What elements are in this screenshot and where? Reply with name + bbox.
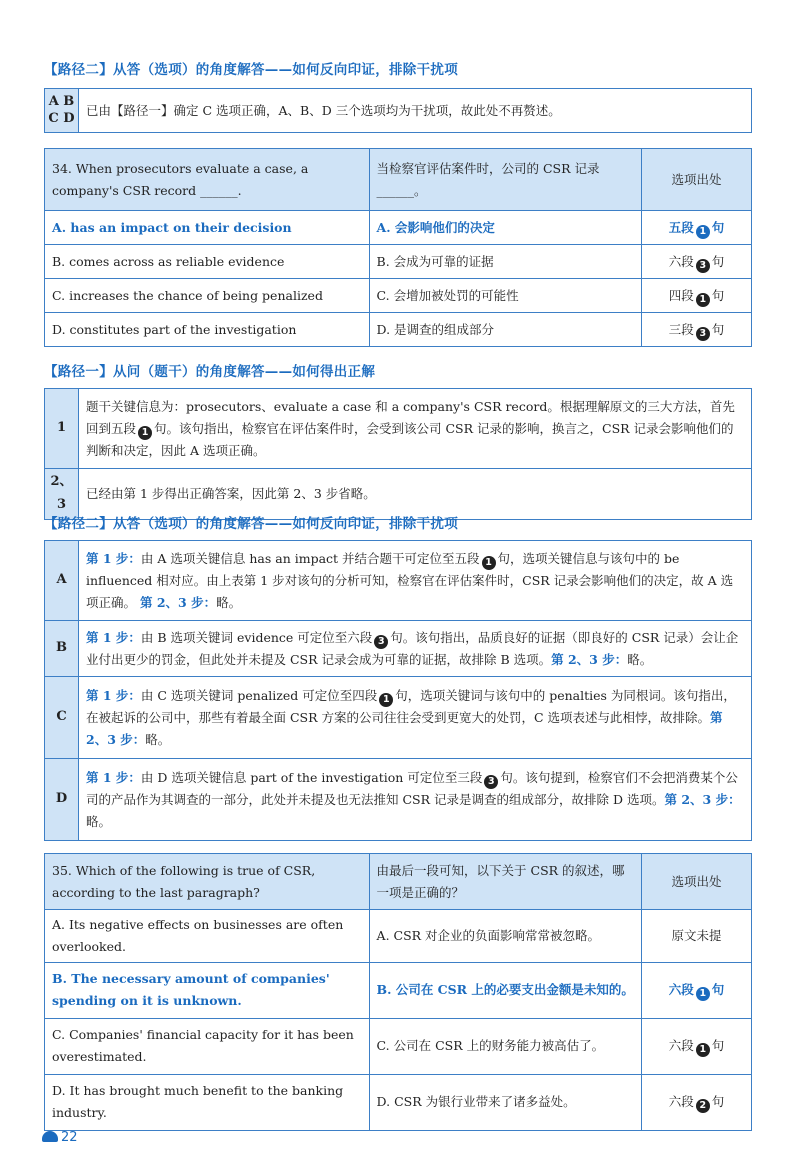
- section-title-path1-q34: 【路径一】从问（题干）的角度解答——如何得出正解: [44, 364, 376, 380]
- path2-row-c-text: [79, 677, 752, 759]
- step-tag-2-3: 2、3: [45, 469, 79, 520]
- q35-table: [44, 853, 752, 1131]
- q34-question-cn: 当检察官评估案件时，公司的 CSR 记录______。: [369, 149, 642, 211]
- row-a-part2: 句，选项关键信息与该句中的 be influenced 相对应。由上表第 1 步对该句的分析可知，检察官在评估案件时，CSR 记录会影响他们的决定，故 A 选项正确。: [86, 550, 734, 610]
- q34-option-a: [45, 211, 752, 245]
- step23-label: 第 2、3 步：: [86, 709, 723, 747]
- circled-number-icon: 3: [696, 259, 710, 273]
- q35-option-c-cn: C. 公司在 CSR 上的财务能力被高估了。: [369, 1018, 642, 1074]
- step23-label: 第 2、3 步：: [140, 594, 217, 610]
- path2-row-c: [45, 677, 752, 759]
- q34-option-b-cn: B. 会成为可靠的证据: [369, 245, 642, 279]
- q34-option-b-en: B. comes across as reliable evidence: [45, 245, 370, 279]
- loc-suffix: 句: [711, 1038, 725, 1054]
- q35-source-header: 选项出处: [642, 854, 752, 910]
- q35-option-a-loc: 原文未提: [642, 910, 752, 963]
- step23-label: 第 2、3 步：: [551, 651, 628, 667]
- q35-option-a-en: A. Its negative effects on businesses are often overlooked.: [45, 910, 370, 963]
- path2-row-a-text: [79, 541, 752, 621]
- path1-step1-part2: 句。该句指出，检察官在评估案件时，会受到该公司 CSR 记录的影响，换言之，CSR 记录会影响他们的判断和决定，因此 A 选项正确。: [86, 420, 734, 458]
- q35-option-b: [45, 962, 752, 1018]
- page-footer: [42, 1130, 78, 1145]
- q35-option-d-en: D. It has brought much benefit to the banking industry.: [45, 1074, 370, 1130]
- q35-option-b-cn: B. 公司在 CSR 上的必要支出金额是未知的。: [369, 962, 642, 1018]
- q34-option-b: [45, 245, 752, 279]
- option-tag-abcd: [45, 89, 79, 133]
- loc-para: 六段: [668, 253, 694, 269]
- circled-number-icon: 1: [696, 1043, 710, 1057]
- q35-option-a-cn: A. CSR 对企业的负面影响常常被忽略。: [369, 910, 642, 963]
- q35-option-c: [45, 1018, 752, 1074]
- q34-option-d-en: D. constitutes part of the investigation: [45, 313, 370, 347]
- page-number: 22: [61, 1130, 78, 1145]
- loc-para: 四段: [668, 287, 694, 303]
- path2-row-b-text: [79, 621, 752, 677]
- row-c-part1: 由 C 选项关键词 penalized 可定位至四段: [140, 687, 378, 703]
- q35-option-b-loc: [642, 962, 752, 1018]
- row-a-part1: 由 A 选项关键信息 has an impact 并结合题干可定位至五段: [140, 550, 480, 566]
- option-tag-a: A: [45, 541, 79, 621]
- path2-row-b: [45, 621, 752, 677]
- step23-label: 第 2、3 步：: [664, 791, 741, 807]
- q35-option-b-en: B. The necessary amount of companies' spending on it is unknown.: [45, 962, 370, 1018]
- circled-number-icon: 1: [482, 556, 496, 570]
- q34-option-c-en: C. increases the chance of being penalized: [45, 279, 370, 313]
- q34-table: [44, 148, 752, 347]
- path1-step1-part1: 题干关键信息为：prosecutors、evaluate a case 和 a company's CSR record。根据理解原文的三大方法，首先回到五段: [86, 398, 735, 436]
- loc-para: 三段: [668, 321, 694, 337]
- q34-path2-box: [44, 540, 752, 841]
- row-d-part2: 句。该句提到，检察官们不会把消费某个公司的产品作为其调查的一部分，此处并未提及也无法推知 CSR 记录是调查的组成部分，故排除 D 选项。: [86, 769, 738, 807]
- path2-row-d-text: [79, 759, 752, 841]
- q35-option-d-cn: D. CSR 为银行业带来了诸多益处。: [369, 1074, 642, 1130]
- loc-para: 五段: [668, 219, 694, 235]
- row-d-part1: 由 D 选项关键信息 part of the investigation 可定位至三段: [140, 769, 483, 785]
- q35-question-en: 35. Which of the following is true of CSR, according to the last paragraph?: [45, 854, 370, 910]
- q34-option-d-loc: [642, 313, 752, 347]
- loc-suffix: 句: [711, 219, 725, 235]
- omit-text: 略。: [216, 594, 242, 610]
- q35-option-c-loc: [642, 1018, 752, 1074]
- q34-option-c: [45, 279, 752, 313]
- q34-source-header: 选项出处: [642, 149, 752, 211]
- q34-option-d: [45, 313, 752, 347]
- q35-option-a: [45, 910, 752, 963]
- q34-path1-box: [44, 388, 752, 520]
- step1-label: 第 1 步：: [86, 769, 141, 785]
- q34-option-d-cn: D. 是调查的组成部分: [369, 313, 642, 347]
- path2-row-a: [45, 541, 752, 621]
- loc-para: 六段: [668, 1038, 694, 1054]
- q35-question-cn: 由最后一段可知，以下关于 CSR 的叙述，哪一项是正确的？: [369, 854, 642, 910]
- q34-option-a-cn: A. 会影响他们的决定: [369, 211, 642, 245]
- circled-number-icon: 1: [696, 293, 710, 307]
- row-b-part2: 句。该句指出，品质良好的证据（即良好的 CSR 记录）会让企业付出更少的罚金，但此处并未提及 CSR 记录会成为可靠的证据，故排除 B 选项。: [86, 629, 739, 667]
- omit-text: 略。: [86, 813, 112, 829]
- row-b-part1: 由 B 选项关键词 evidence 可定位至六段: [140, 629, 373, 645]
- tag-line-cd: C D: [48, 110, 75, 126]
- q33-path2-text: 已由【路径一】确定 C 选项正确，A、B、D 三个选项均为干扰项，故此处不再赘述。: [79, 89, 752, 133]
- loc-suffix: 句: [711, 287, 725, 303]
- step1-label: 第 1 步：: [86, 550, 141, 566]
- q35-option-d-loc: [642, 1074, 752, 1130]
- q34-option-c-cn: C. 会增加被处罚的可能性: [369, 279, 642, 313]
- loc-suffix: 句: [711, 1094, 725, 1110]
- step-tag-1: 1: [45, 389, 79, 469]
- path1-step1-text: [79, 389, 752, 469]
- tag-line-ab: A B: [48, 93, 75, 109]
- q34-option-b-loc: [642, 245, 752, 279]
- q33-path2-box: [44, 88, 752, 133]
- step1-label: 第 1 步：: [86, 629, 141, 645]
- q34-option-c-loc: [642, 279, 752, 313]
- loc-suffix: 句: [711, 321, 725, 337]
- step1-label: 第 1 步：: [86, 687, 141, 703]
- circled-number-icon: 3: [374, 635, 388, 649]
- q34-option-a-loc: [642, 211, 752, 245]
- omit-text: 略。: [627, 651, 653, 667]
- path2-row-d: [45, 759, 752, 841]
- option-tag-c: C: [45, 677, 79, 759]
- circled-number-icon: 1: [138, 426, 152, 440]
- book-logo-icon: [42, 1131, 58, 1142]
- loc-para: 六段: [668, 982, 694, 998]
- circled-number-icon: 2: [696, 1099, 710, 1113]
- section-title-path2-q34: 【路径二】从答（选项）的角度解答——如何反向印证，排除干扰项: [44, 516, 458, 532]
- path1-step23-text: 已经由第 1 步得出正确答案，因此第 2、3 步省略。: [79, 469, 752, 520]
- loc-suffix: 句: [711, 982, 725, 998]
- circled-number-icon: 1: [379, 693, 393, 707]
- option-tag-b: B: [45, 621, 79, 677]
- circled-number-icon: 1: [696, 987, 710, 1001]
- option-tag-d: D: [45, 759, 79, 841]
- section-title-path2-q33: 【路径二】从答（选项）的角度解答——如何反向印证，排除干扰项: [44, 62, 458, 78]
- circled-number-icon: 3: [696, 327, 710, 341]
- q35-option-d: [45, 1074, 752, 1130]
- row-c-part2: 句，选项关键词与该句中的 penalties 为同根词。该句指出，在被起诉的公司中，那些有着最全面 CSR 方案的公司往往会受到更宽大的处罚，C 选项表述与此相悖，故排除。: [86, 687, 736, 725]
- q35-option-c-en: C. Companies' financial capacity for it has been overestimated.: [45, 1018, 370, 1074]
- q34-option-a-en: A. has an impact on their decision: [45, 211, 370, 245]
- loc-suffix: 句: [711, 253, 725, 269]
- circled-number-icon: 3: [484, 775, 498, 789]
- circled-number-icon: 1: [696, 225, 710, 239]
- omit-text: 略。: [145, 731, 171, 747]
- q34-question-en: 34. When prosecutors evaluate a case, a company's CSR record ______.: [45, 149, 370, 211]
- loc-para: 六段: [668, 1094, 694, 1110]
